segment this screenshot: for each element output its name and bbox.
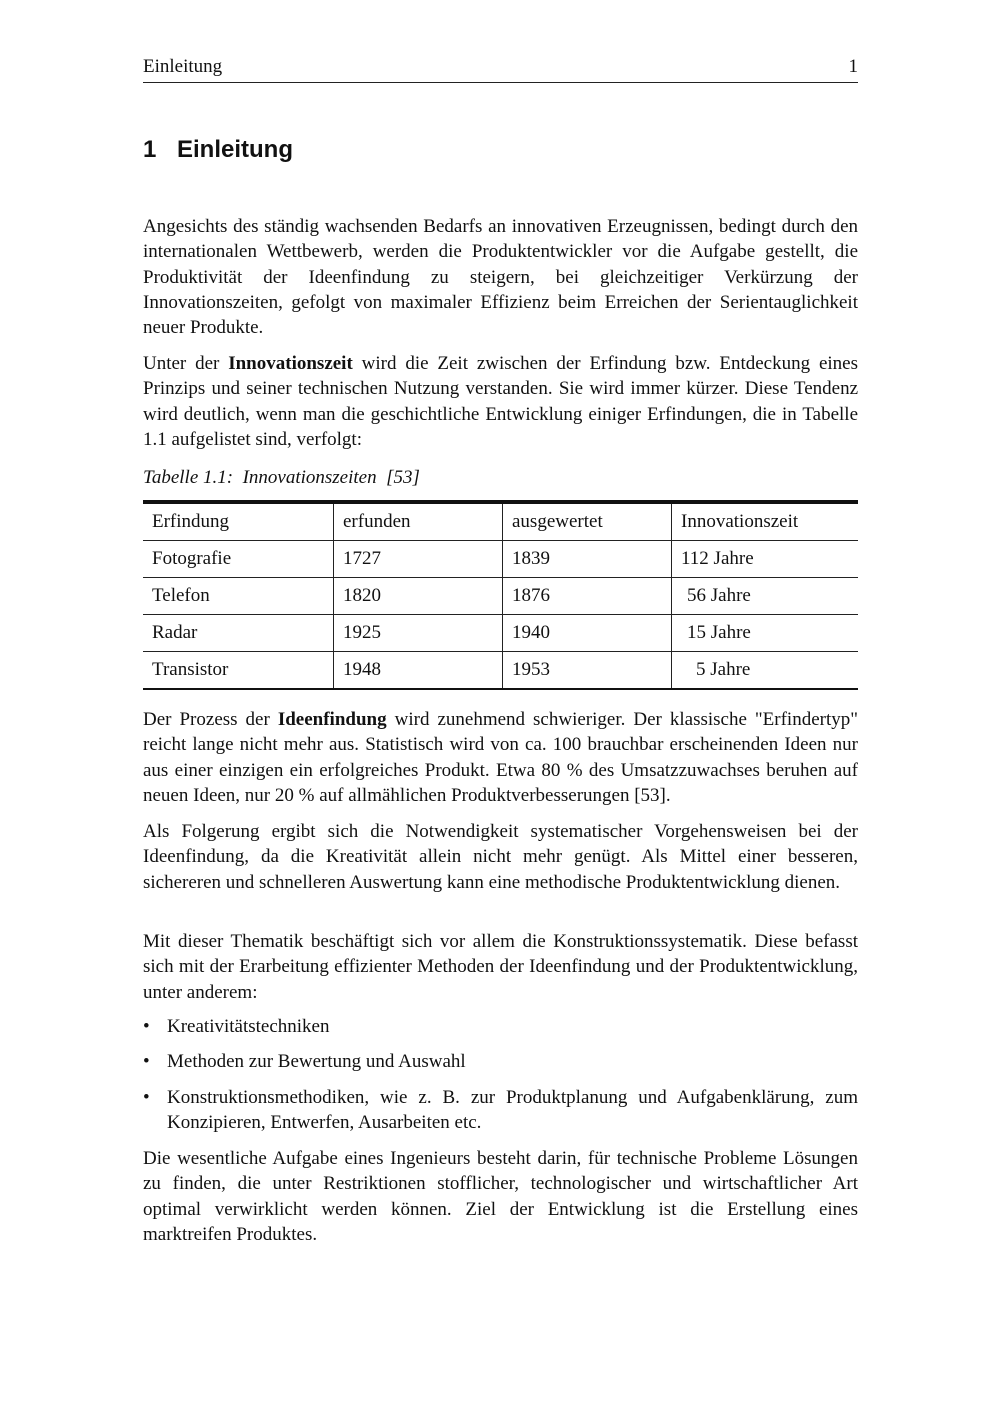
paragraph-thematik: Mit dieser Thematik beschäftigt sich vor allem die Konstruktionssystematik. Diese befasst sich mit der Erarbeitung effizienter Methoden der Ideenfindung und der Produktentwicklung, unter anderem: [143, 931, 858, 1003]
table-cell: 112 Jahre [672, 541, 859, 578]
page-number: 1 [848, 56, 858, 77]
table-cell: 1820 [334, 578, 503, 615]
chapter-title: Einleitung [177, 136, 293, 163]
paragraph-intro: Angesichts des ständig wachsenden Bedarfs an innovativen Erzeugnissen, bedingt durch den internationalen Wettbewerb, werden die Produktentwickler vor die Aufgabe gestellt, die Produktivität der Ideenfindung zu steigern, bei gleichzeitiger Verkürzung der Innovationszeiten, gefolgt von maximaler Effizienz beim Erreichen der Serientauglichkeit neuer Produkte. [143, 216, 858, 339]
bullet-icon: • [143, 1051, 150, 1073]
column-header: ausgewertet [503, 502, 672, 541]
running-header [143, 56, 858, 83]
table-caption: Tabelle 1.1: Innovationszeiten [53] [143, 467, 420, 488]
column-header: erfunden [334, 502, 503, 541]
table-cell: 5 Jahre [672, 652, 859, 690]
list-item-text: Methoden zur Bewertung und Auswahl [167, 1051, 466, 1073]
paragraph-text: Der Prozess der [143, 709, 278, 730]
bullet-icon: • [143, 1086, 150, 1108]
chapter-number: 1 [143, 136, 157, 163]
table-cell: 1953 [503, 652, 672, 690]
table-cell: 1940 [503, 615, 672, 652]
table-row [143, 615, 858, 652]
table-cell: 1925 [334, 615, 503, 652]
paragraph-folgerung: Als Folgerung ergibt sich die Notwendigkeit systematischer Vorgehensweisen bei der Ideenfindung, da die Kreativität allein nicht mehr genügt. Als Mittel einer besseren, sichereren und schnelleren Auswertung kann eine methodische Produktentwicklung dienen. [143, 821, 858, 893]
table-cell: Radar [143, 615, 334, 652]
innovation-table [143, 500, 858, 690]
table-cell: Transistor [143, 652, 334, 690]
table-row [143, 578, 858, 615]
table-cell: Telefon [143, 578, 334, 615]
paragraph-aufgabe: Die wesentliche Aufgabe eines Ingenieurs besteht darin, für technische Probleme Lösungen zu finden, die unter Restriktionen stofflicher, technologischer und wirtschaftlicher Art optimal verwirklicht werden können. Ziel der Entwicklung ist die Erstellung eines marktreifen Produktes. [143, 1148, 858, 1245]
column-header: Erfindung [143, 502, 334, 541]
table-cell: 56 Jahre [672, 578, 859, 615]
table-row [143, 652, 858, 690]
list-item [143, 1085, 858, 1136]
list-item-text: Kreativitätstechniken [167, 1016, 330, 1037]
paragraph-text: wird die Zeit zwischen der Erfindung bzw. Entdeckung eines Prinzips und seiner technischen Nutzung verstanden. Sie wird immer kürzer. Diese Tendenz wird deutlich, wenn man die geschichtliche Entwicklung einiger Erfindungen, die in Tabelle 1.1 aufgelistet sind, verfolgt: [143, 353, 858, 450]
paragraph-text: Unter der [143, 353, 229, 374]
table-cell: 1876 [503, 578, 672, 615]
table-cell: 15 Jahre [672, 615, 859, 652]
bullet-list [143, 1014, 858, 1145]
term-ideenfindung: Ideenfindung [277, 709, 387, 730]
bullet-icon: • [143, 1016, 150, 1037]
table-row [143, 541, 858, 578]
list-item [143, 1049, 858, 1074]
table-cell: 1727 [334, 541, 503, 578]
running-header-title: Einleitung [143, 56, 223, 77]
table-header-row [143, 502, 858, 541]
list-item-text: Konstruktionsmethodiken, wie z. B. zur Produktplanung und Aufgabenklärung, zum Konzipieren, Entwerfen, Ausarbeiten etc. [167, 1086, 858, 1133]
paragraph-innovationszeit [143, 351, 858, 452]
table-cell: 1839 [503, 541, 672, 578]
column-header: Innovationszeit [672, 502, 859, 541]
table-cell: Fotografie [143, 541, 334, 578]
paragraph-ideenfindung [143, 707, 858, 808]
chapter-heading [143, 136, 293, 164]
paragraph-text: wird zunehmend schwieriger. Der klassische "Erfindertyp" reicht lange nicht mehr aus. Statistisch wird von ca. 100 brauchbar erscheinenden Ideen nur aus einer einzigen ein erfolgreiches Produkt. Etwa 80 % des Umsatzzuwachses beruhen auf neuen Ideen, nur 20 % auf allmählichen Produktverbesserungen [53]. [143, 709, 859, 806]
list-item [143, 1014, 858, 1039]
table-cell: 1948 [334, 652, 503, 690]
term-innovationszeit: Innovationszeit [228, 353, 353, 374]
